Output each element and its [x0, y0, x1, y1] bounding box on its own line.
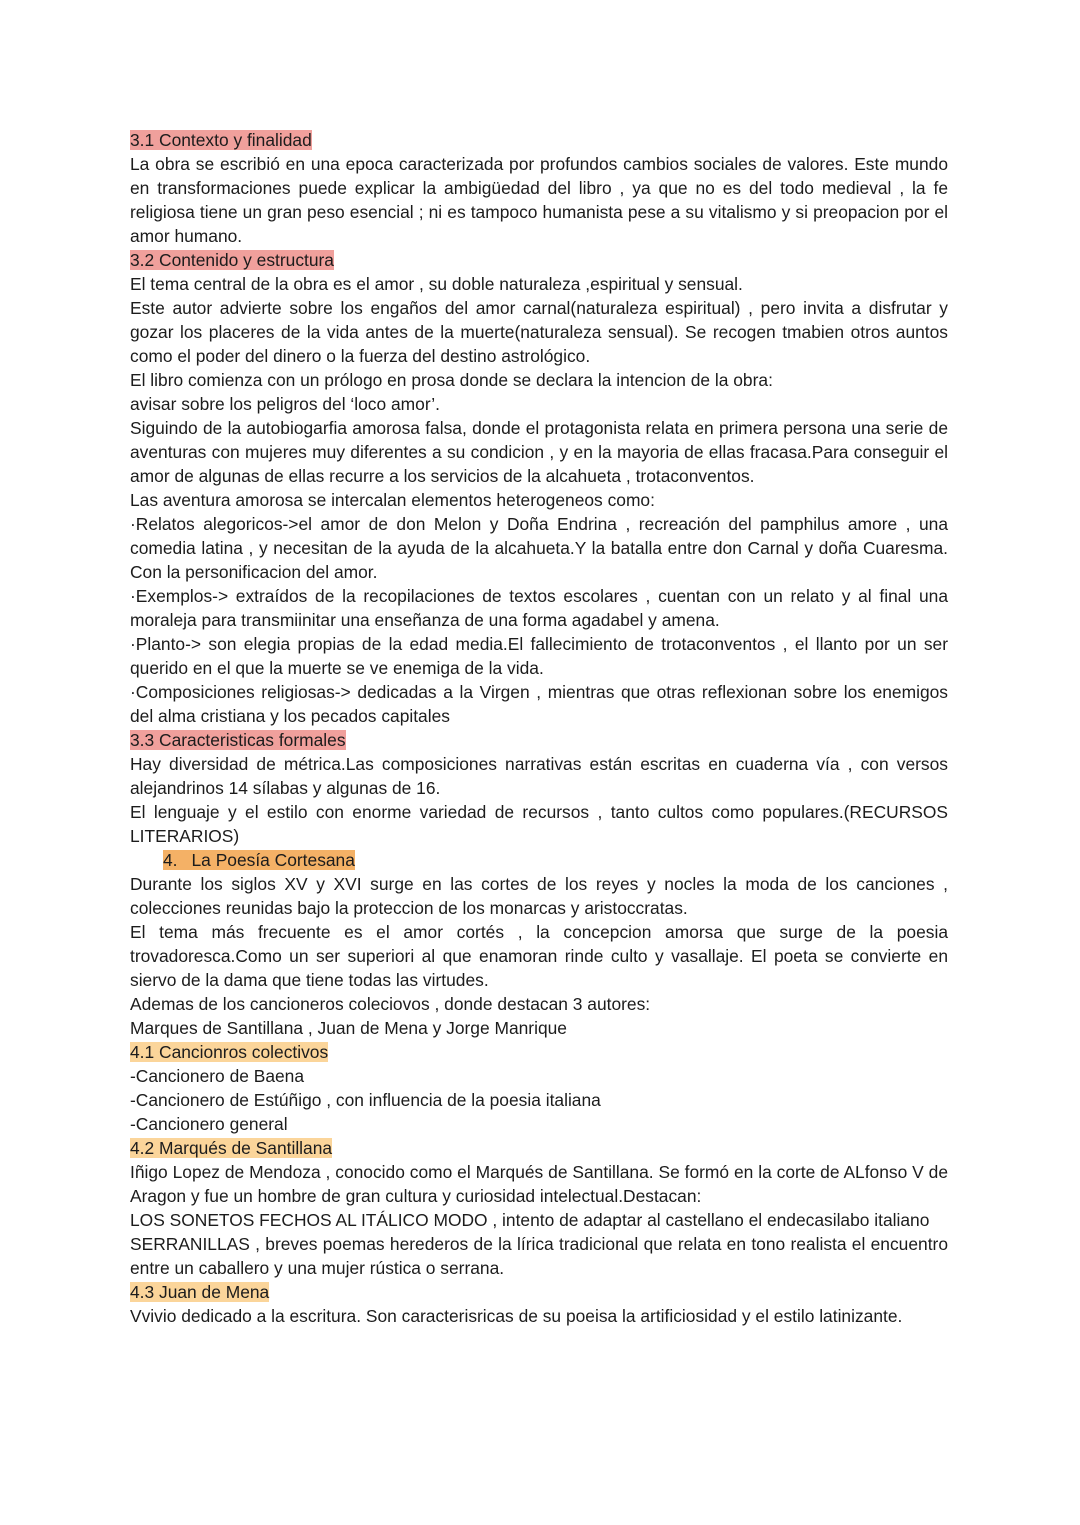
paragraph: LOS SONETOS FECHOS AL ITÁLICO MODO , intento de adaptar al castellano el endecasilabo italiano	[130, 1210, 930, 1230]
heading-highlight	[163, 850, 355, 870]
list-item: -Cancionero general	[130, 1114, 288, 1134]
paragraph: Las aventura amorosa se intercalan elementos heterogeneos como:	[130, 490, 655, 510]
paragraph: avisar sobre los peligros del ‘loco amor’.	[130, 394, 440, 414]
heading-text: 4.2 Marqués de Santillana	[130, 1138, 333, 1158]
paragraph: ·Composiciones religiosas-> dedicadas a la Virgen , mientras que otras reflexionan sobre los enemigos del alma cristiana y los pecados capitales	[130, 682, 948, 726]
list-item: -Cancionero de Estúñigo , con influencia de la poesia italiana	[130, 1090, 601, 1110]
heading-text: 4.3 Juan de Mena	[130, 1282, 270, 1302]
paragraph: Marques de Santillana , Juan de Mena y Jorge Manrique	[130, 1018, 567, 1038]
heading-number: 4.	[163, 850, 178, 870]
paragraph: Este autor advierte sobre los engaños del amor carnal(naturaleza espiritual) , pero invita a disfrutar y gozar los placeres de la vida antes de la muerte(naturaleza sensual). Se recogen tmabien otros auntos como el poder del dinero o la fuerza del destino astrológico.	[130, 298, 948, 366]
heading-text: 3.1 Contexto y finalidad	[130, 130, 312, 150]
document-page	[130, 128, 948, 1328]
paragraph: Siguindo de la autobiogarfia amorosa falsa, donde el protagonista relata en primera persona una serie de aventuras con mujeres muy diferentes a su condicion , y en la mayoria de ellas fracasa.Para conseguir el amor de algunas de ellas recurre a los servicios de la alcahueta , trotaconventos.	[130, 418, 948, 486]
paragraph: Durante los siglos XV y XVI surge en las cortes de los reyes y nocles la moda de los canciones , colecciones reunidas bajo la proteccion de los monarcas y aristoccratas.	[130, 874, 948, 918]
list-item: -Cancionero de Baena	[130, 1066, 305, 1086]
section-heading-4-3	[130, 1280, 948, 1304]
paragraph: Vvivio dedicado a la escritura. Son caracterisricas de su poeisa la artificiosidad y el estilo latinizante.	[130, 1306, 903, 1326]
paragraph: Ademas de los cancioneros coleciovos , donde destacan 3 autores:	[130, 994, 651, 1014]
paragraph: El tema más frecuente es el amor cortés , la concepcion amorsa que surge de la poesia trovadoresca.Como un ser superiori al que enamoran rinde culto y vasallaje. El poeta se convierte en siervo de la dama que tiene todas las virtudes.	[130, 922, 948, 990]
heading-text: 4.1 Cancionros colectivos	[130, 1042, 329, 1062]
section-heading-4-2	[130, 1136, 948, 1160]
section-heading-3-2	[130, 248, 948, 272]
section-heading-3-1	[130, 128, 948, 152]
section-heading-3-3	[130, 728, 948, 752]
paragraph: ·Exemplos-> extraídos de la recopilaciones de textos escolares , cuentan con un relato y al final una moraleja para transmiinitar una enseñanza de una forma agadabel y amena.	[130, 586, 948, 630]
section-heading-4-1	[130, 1040, 948, 1064]
paragraph: El tema central de la obra es el amor , su doble naturaleza ,espiritual y sensual.	[130, 274, 743, 294]
paragraph: SERRANILLAS , breves poemas herederos de la lírica tradicional que relata en tono realista el encuentro entre un caballero y una mujer rústica o serrana.	[130, 1234, 948, 1278]
paragraph: El lenguaje y el estilo con enorme variedad de recursos , tanto cultos como populares.(RECURSOS LITERARIOS)	[130, 802, 948, 846]
heading-text: La Poesía Cortesana	[191, 850, 355, 870]
paragraph: ·Relatos alegoricos->el amor de don Melon y Doña Endrina , recreación del pamphilus amore , una comedia latina , y necesitan de la ayuda de la alcahueta.Y la batalla entre don Carnal y doña Cuaresma. Con la personificacion del amor.	[130, 514, 948, 582]
section-heading-4	[130, 848, 948, 872]
paragraph: El libro comienza con un prólogo en prosa donde se declara la intencion de la obra:	[130, 370, 773, 390]
paragraph: Iñigo Lopez de Mendoza , conocido como el Marqués de Santillana. Se formó en la corte de ALfonso V de Aragon y fue un hombre de gran cultura y curiosidad intelectual.Destacan:	[130, 1162, 948, 1206]
heading-text: 3.2 Contenido y estructura	[130, 250, 334, 270]
paragraph: La obra se escribió en una epoca caracterizada por profundos cambios sociales de valores. Este mundo en transformaciones puede explicar la ambigüedad del libro , ya que no es del todo medieval , la fe religiosa tiene un gran peso esencial ; ni es tampoco humanista pese a su vitalismo y si preopacion por el amor humano.	[130, 154, 948, 246]
heading-text: 3.3 Caracteristicas formales	[130, 730, 346, 750]
paragraph: ·Planto-> son elegia propias de la edad media.El fallecimiento de trotaconventos , el llanto por un ser querido en el que la muerte se ve enemiga de la vida.	[130, 634, 948, 678]
paragraph: Hay diversidad de métrica.Las composiciones narrativas están escritas en cuaderna vía , con versos alejandrinos 14 sílabas y algunas de 16.	[130, 754, 948, 798]
